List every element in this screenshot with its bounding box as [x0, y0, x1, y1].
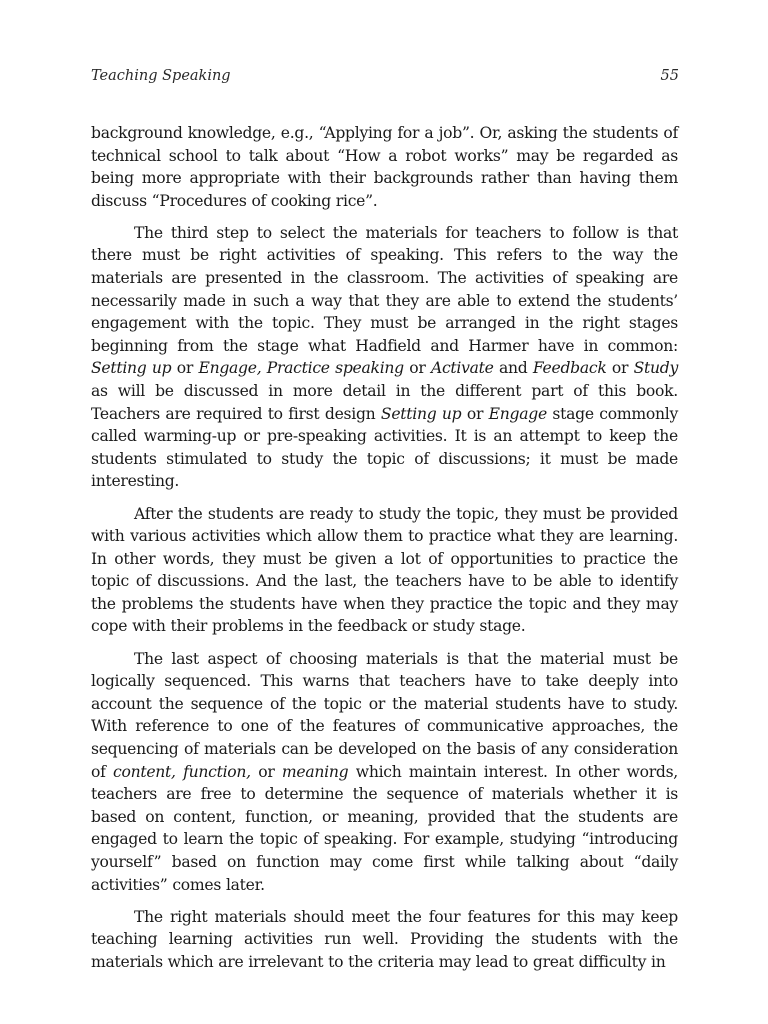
paragraph-5: The right materials should meet the four features for this may keep teaching learning activities run well. Providing the students with the materials which are irrelevant to the criteria may lead to great difficulty in	[91, 907, 678, 971]
text-run: or	[171, 359, 199, 378]
text-run: The last aspect of choosing materials is that the material must be logically sequenced. This warns that teachers have to take deeply into account the sequence of the topic or the material students have to study. With reference to one of the features of communicative approaches, the sequencing of materials can be developed on the basis of any consideration of	[91, 649, 678, 781]
paragraph-2	[91, 222, 678, 493]
italic-term: Study	[633, 359, 678, 378]
text-run: stage commonly called warming-up or pre-speaking activities. It is an attempt to keep the students stimulated to study the topic of discussions; it must be made interesting.	[91, 404, 678, 491]
italic-term: Activate	[430, 359, 494, 378]
italic-term: Setting up	[380, 404, 462, 423]
italic-term: content, function,	[113, 762, 251, 781]
italic-term: Engage	[488, 404, 547, 423]
italic-term: meaning	[281, 762, 349, 781]
paragraph-4	[91, 648, 678, 897]
italic-term: Feedback	[532, 359, 607, 378]
text-run: which maintain interest. In other words, teachers are free to determine the sequence of materials whether it is based on content, function, or meaning, provided that the students are engaged to learn the topic of speaking. For example, studying “introducing yourself” based on function may come first while talking about “daily activities” comes later.	[91, 762, 678, 894]
paragraph-3: After the students are ready to study the topic, they must be provided with various activities which allow them to practice what they are learning. In other words, they must be given a lot of opportunities to practice the topic of discussions. And the last, the teachers have to be able to identify the problems the students have when they practice the topic and they may cope with their problems in the feedback or study stage.	[91, 504, 678, 636]
text-run: as will be discussed in more detail in the different part of this book. Teachers are required to first design	[91, 382, 678, 423]
italic-term: Engage, Practice speaking	[198, 359, 404, 378]
text-run: or	[250, 762, 282, 781]
page-number: 55	[660, 68, 679, 84]
paragraph-1: background knowledge, e.g., “Applying for a job”. Or, asking the students of technical school to talk about “How a robot works” may be regarded as being more appropriate with their backgrounds rather than having them discuss “Procedures of cooking rice”.	[91, 124, 678, 210]
text-run: or	[606, 359, 634, 378]
body-text	[91, 122, 678, 983]
text-run: or	[461, 404, 489, 423]
italic-term: Setting up	[91, 359, 172, 378]
text-run: and	[493, 359, 533, 378]
running-title: Teaching Speaking	[91, 68, 231, 84]
text-run: or	[403, 359, 431, 378]
running-header	[91, 68, 679, 88]
text-run: The third step to select the materials for teachers to follow is that there must be right activities of speaking. This refers to the way the materials are presented in the classroom. The activities of speaking are necessarily made in such a way that they are able to extend the students’ engagement with the topic. They must be arranged in the right stages beginning from the stage what Hadfield and Harmer have in common:	[91, 223, 678, 355]
